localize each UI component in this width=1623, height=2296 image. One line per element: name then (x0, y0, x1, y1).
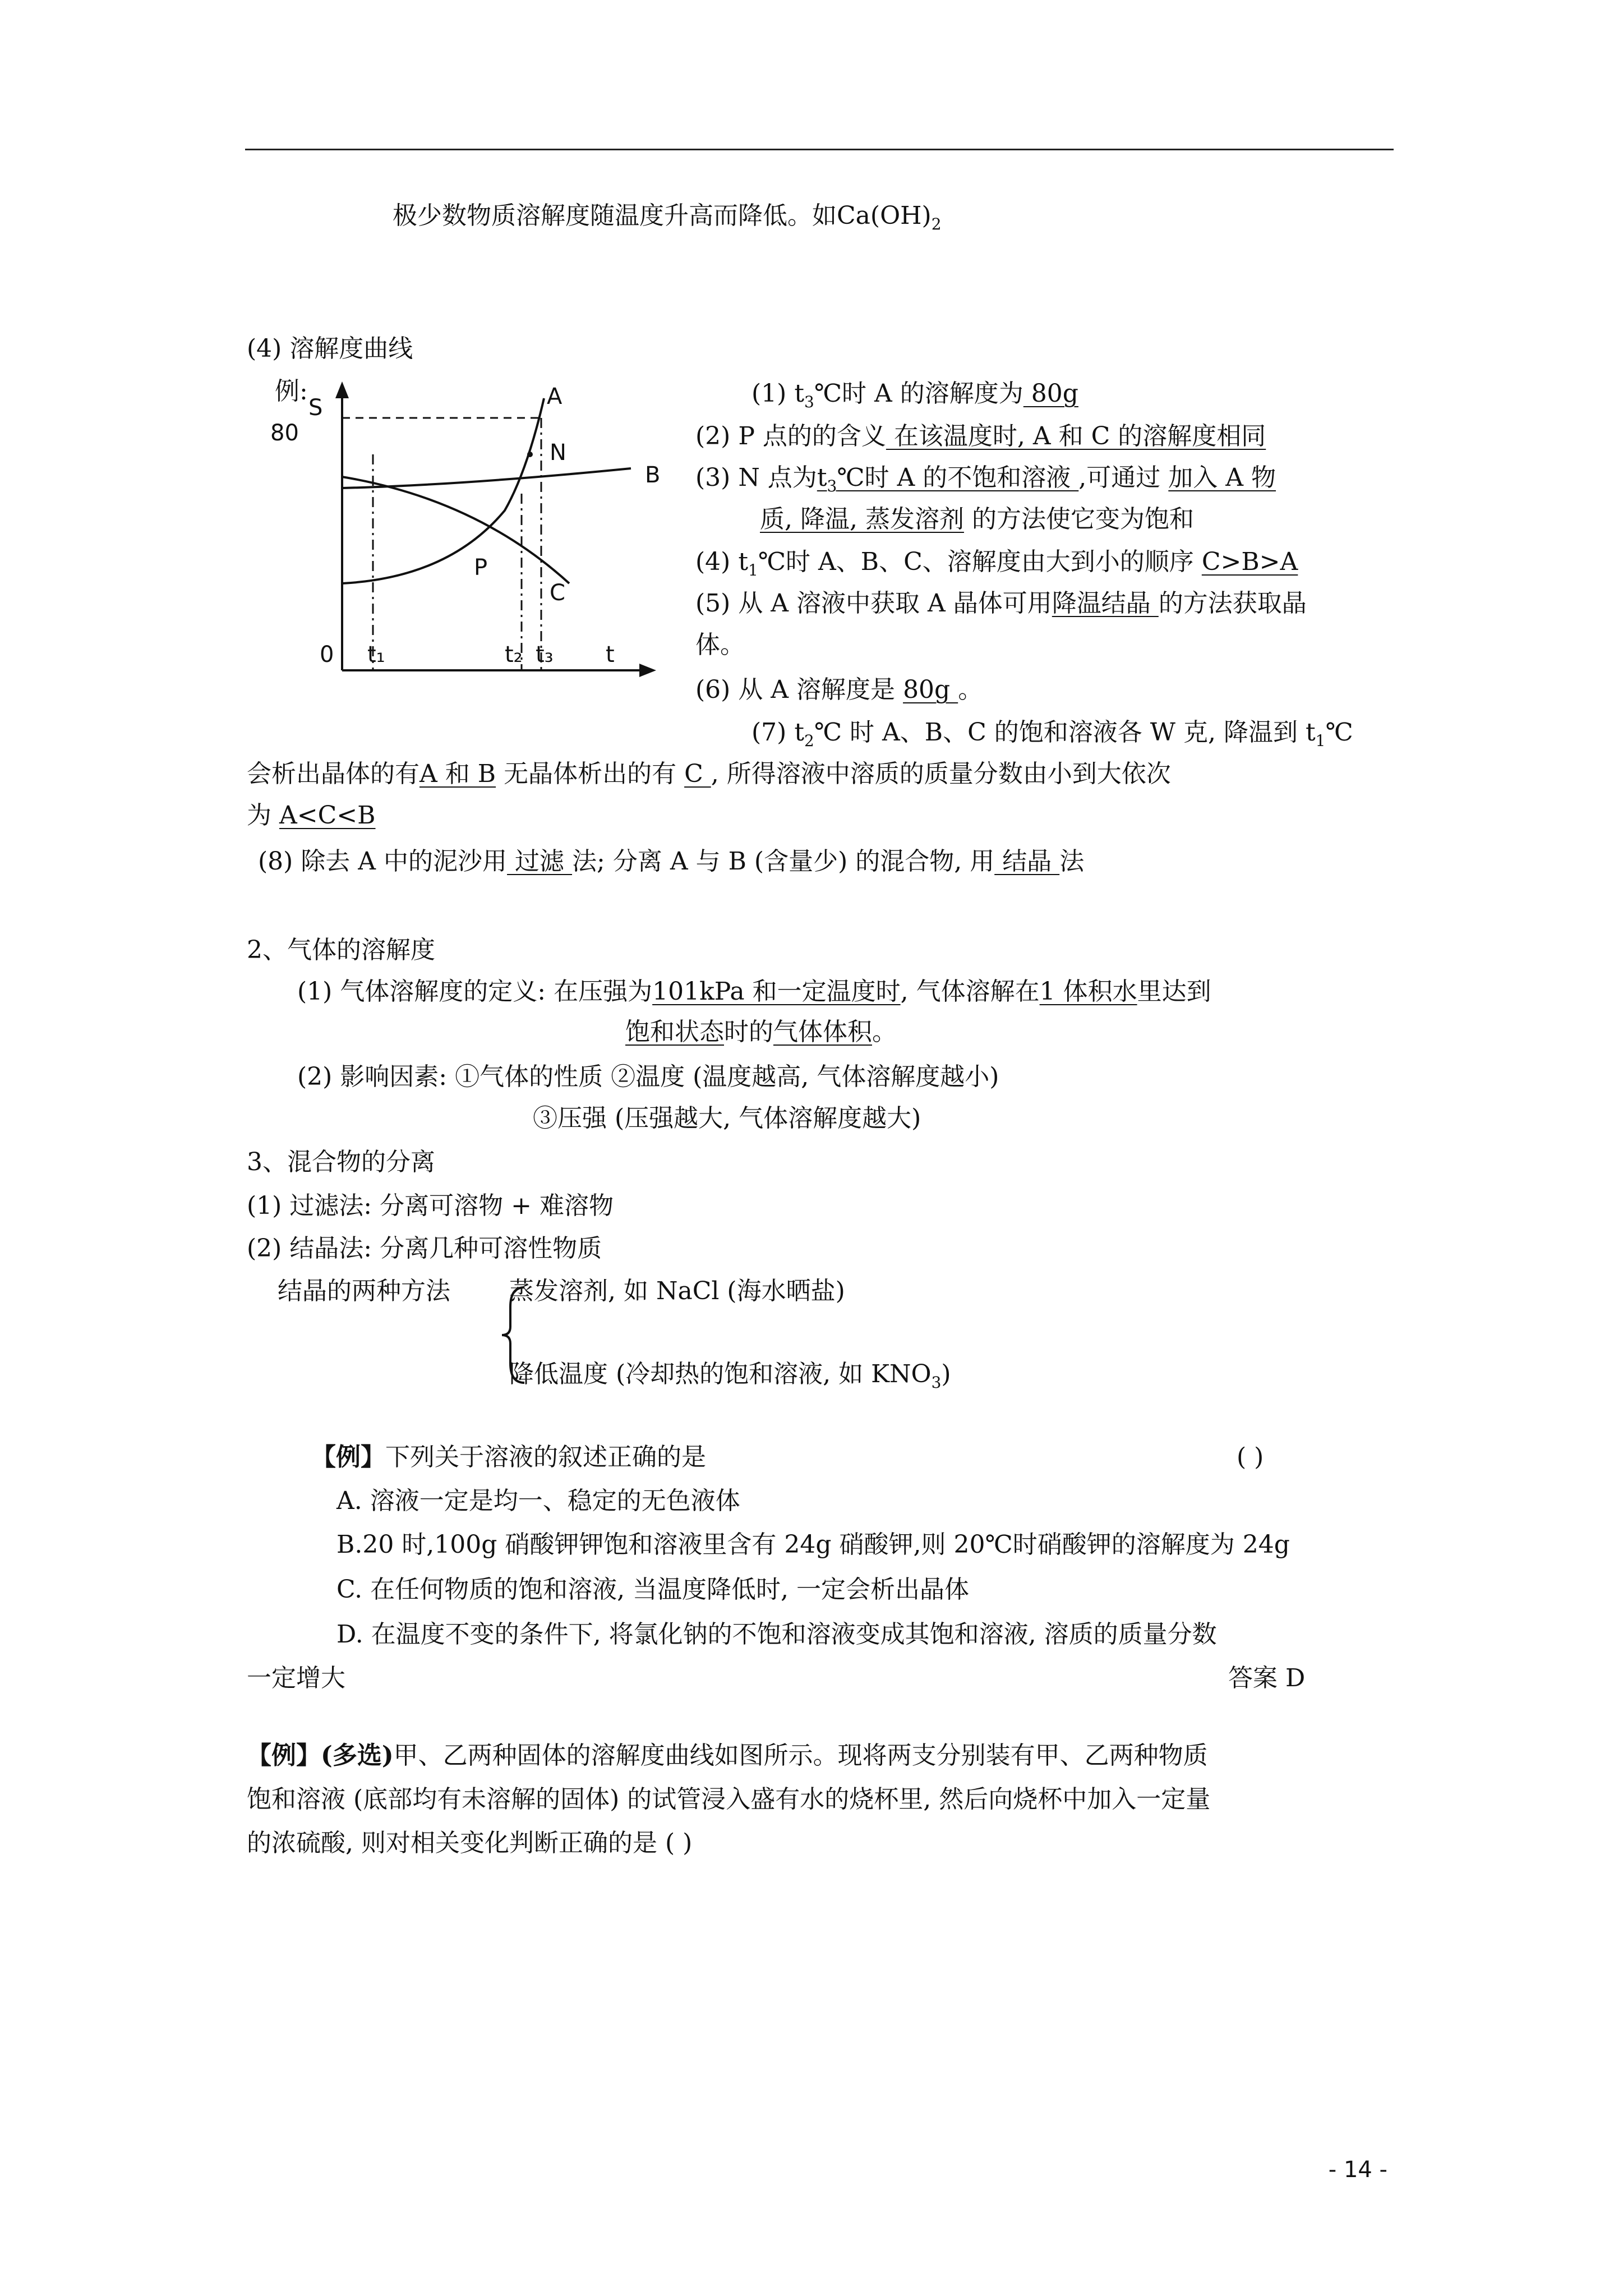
gas-definition-cont: 饱和状态时的气体体积。 (625, 1018, 897, 1046)
question-6: (6) 从 A 溶解度是 80g 。 (695, 675, 983, 704)
example-2-line-1: 【例】(多选)甲、乙两种固体的溶解度曲线如图所示。现将两支分别装有甲、乙两种物质 (247, 1741, 1208, 1770)
point-n (527, 452, 533, 457)
series-label-a: A (547, 384, 562, 409)
x-tick-t1: t₁ (367, 642, 385, 668)
solubility-chart (264, 370, 712, 684)
example-label: 例: (275, 377, 308, 406)
question-1: (1) $t_3℃$时 A 的溶解度为 80g (751, 379, 1078, 411)
gas-heading: 2、气体的溶解度 (247, 936, 435, 964)
question-4: (4) $t_1℃$时 A、B、C、溶解度由大到小的顺序 C>B>A (695, 547, 1298, 579)
question-5-cont: 体。 (695, 631, 745, 659)
page-number: - 14 - (1328, 2157, 1387, 2183)
question-8: (8) 除去 A 中的泥沙用 过滤 法; 分离 A 与 B (含量少) 的混合物, 用 结晶 法 (258, 847, 1085, 876)
separation-item-1: (1) 过滤法: 分离可溶物 + 难溶物 (247, 1191, 614, 1220)
example-1-option-d-cont: 一定增大 (247, 1664, 345, 1692)
series-label-c: C (550, 580, 565, 606)
point-label-n: N (550, 440, 566, 466)
example-1-option-c: C. 在任何物质的饱和溶液, 当温度降低时, 一定会析出晶体 (336, 1575, 970, 1604)
crystallization-method-1: 蒸发溶剂, 如 NaCl (海水晒盐) (509, 1277, 845, 1305)
curve-c (342, 477, 569, 583)
gas-factors-cont: ③压强 (压强越大, 气体溶解度越大) (533, 1104, 921, 1133)
question-2: (2) P 点的的含义 在该温度时, A 和 C 的溶解度相同 (695, 422, 1266, 450)
separation-item-2: (2) 结晶法: 分离几种可溶性物质 (247, 1234, 602, 1263)
crystallization-label: 结晶的两种方法 (278, 1277, 450, 1305)
intro-text: 极少数物质溶解度随温度升高而降低。如$Ca(OH)_2$ (393, 201, 942, 233)
example-1-paren: ( ) (1237, 1443, 1264, 1471)
header-rule (245, 149, 1394, 150)
curve-heading: (4) 溶解度曲线 (247, 334, 413, 363)
y-tick-80: 80 (270, 420, 299, 446)
x-tick-t3: t₃ (536, 642, 554, 668)
question-3: (3) N 点为$t_3℃$时 A 的不饱和溶液 ,可通过 加入 A 物 (695, 463, 1276, 495)
question-7: (7) $t_2℃$ 时 A、B、C 的饱和溶液各 W 克, 降温到 $t_1℃$ (751, 718, 1353, 750)
example-2-line-3: 的浓硫酸, 则对相关变化判断正确的是 ( ) (247, 1829, 693, 1857)
question-5: (5) 从 A 溶液中获取 A 晶体可用降温结晶 的方法获取晶 (695, 589, 1307, 618)
x-axis-arrow (639, 664, 656, 677)
series-label-b: B (645, 462, 661, 488)
example-1-option-b: B.20 时,100g 硝酸钾钾饱和溶液里含有 24g 硝酸钾,则 20℃时硝酸钾的溶解度为 24g (336, 1530, 1290, 1559)
example-1-option-d: D. 在温度不变的条件下, 将氯化钠的不饱和溶液变成其饱和溶液, 溶质的质量分数 (336, 1620, 1217, 1649)
crystallization-method-2: 降低温度 (冷却热的饱和溶液, 如 $KNO_3$) (509, 1360, 951, 1392)
question-7-cont: 会析出晶体的有A 和 B 无晶体析出的有 C , 所得溶液中溶质的质量分数由小到大依次 (247, 760, 1171, 788)
y-axis-label: S (308, 395, 323, 421)
example-1-answer: 答案 D (1228, 1664, 1306, 1692)
question-7-cont2: 为 A<C<B (247, 801, 376, 830)
example-2-line-2: 饱和溶液 (底部均有未溶解的固体) 的试管浸入盛有水的烧杯里, 然后向烧杯中加入一定量 (247, 1785, 1211, 1814)
gas-factors: (2) 影响因素: ①气体的性质 ②温度 (温度越高, 气体溶解度越小) (297, 1062, 999, 1091)
x-axis-label: t (606, 642, 615, 668)
point-label-p: P (474, 555, 488, 581)
y-axis-arrow (335, 381, 349, 398)
gas-definition: (1) 气体溶解度的定义: 在压强为101kPa 和一定温度时, 气体溶解在1 体积水里达到 (297, 977, 1211, 1006)
origin-label: 0 (320, 642, 334, 668)
x-tick-t2: t₂ (505, 642, 523, 668)
question-3-cont: 质, 降温, 蒸发溶剂 的方法使它变为饱和 (760, 505, 1194, 533)
example-1-stem: 【例】下列关于溶液的叙述正确的是 (311, 1443, 706, 1471)
separation-heading: 3、混合物的分离 (247, 1148, 435, 1176)
example-1-option-a: A. 溶液一定是均一、稳定的无色液体 (336, 1487, 740, 1515)
